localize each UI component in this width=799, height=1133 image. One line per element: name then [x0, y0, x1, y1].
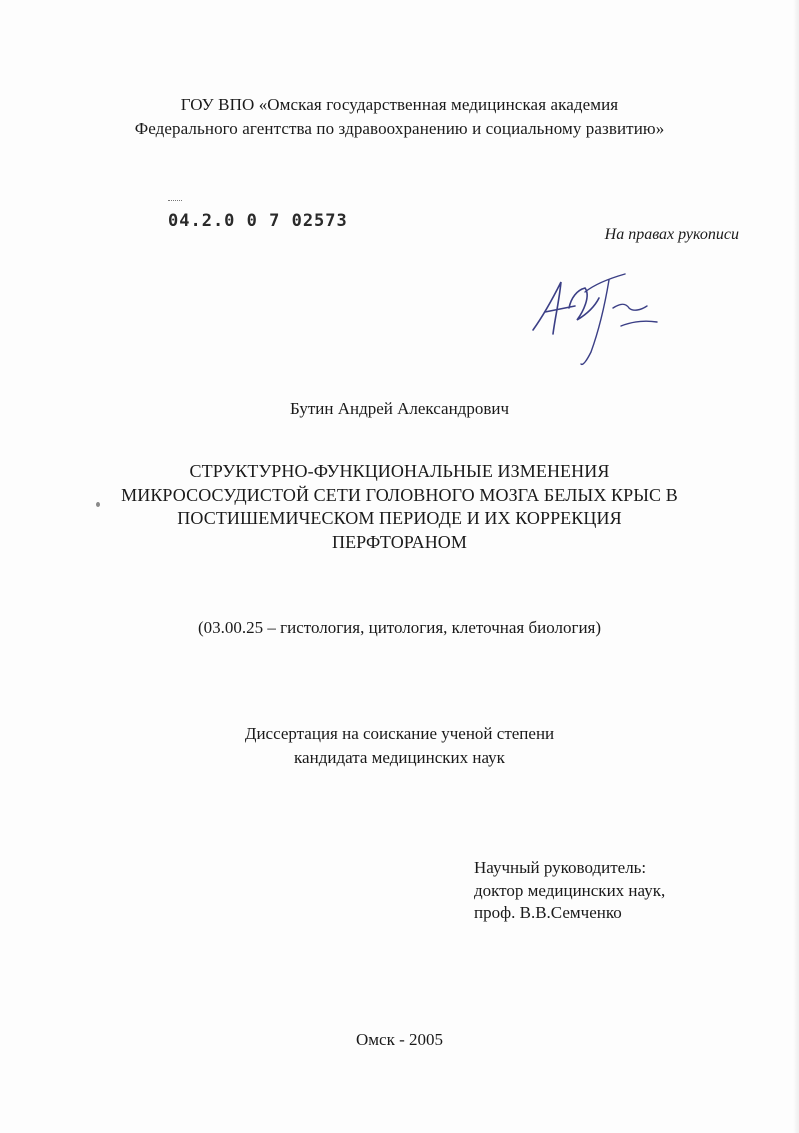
specialty-code: (03.00.25 – гистология, цитология, клеточная биология) — [197, 618, 602, 637]
scan-edge-shadow — [793, 0, 799, 1133]
manuscript-rights-note: На правах рукописи — [604, 226, 739, 243]
advisor-name: проф. В.В.Семченко — [474, 903, 622, 922]
institution-line-1: ГОУ ВПО «Омская государственная медицинская академия — [180, 95, 619, 114]
advisor-label: Научный руководитель: — [474, 858, 647, 877]
advisor-degree: доктор медицинских наук, — [474, 881, 666, 900]
thesis-title-line-1: СТРУКТУРНО-ФУНКЦИОНАЛЬНЫЕ ИЗМЕНЕНИЯ — [189, 461, 610, 481]
handwritten-signature — [525, 268, 665, 373]
thesis-title-line-4: ПЕРФТОРАНОМ — [331, 532, 468, 552]
stamp-mark — [168, 200, 182, 203]
thesis-title-line-2: МИКРОСОСУДИСТОЙ СЕТИ ГОЛОВНОГО МОЗГА БЕЛЫХ КРЫС В — [121, 485, 678, 505]
city-year: Омск - 2005 — [355, 1030, 443, 1049]
degree-line-1: Диссертация на соискание ученой степени — [244, 724, 555, 743]
scan-speck — [96, 502, 100, 507]
registration-stamp: 04.2.0 0 7 02573 — [168, 211, 348, 231]
author-name: Бутин Андрей Александрович — [290, 399, 509, 418]
degree-line-2: кандидата медицинских наук — [294, 748, 505, 767]
thesis-title-line-3: ПОСТИШЕМИЧЕСКОМ ПЕРИОДЕ И ИХ КОРРЕКЦИЯ — [177, 508, 622, 528]
institution-line-2: Федерального агентства по здравоохранению и социальному развитию» — [134, 119, 665, 138]
